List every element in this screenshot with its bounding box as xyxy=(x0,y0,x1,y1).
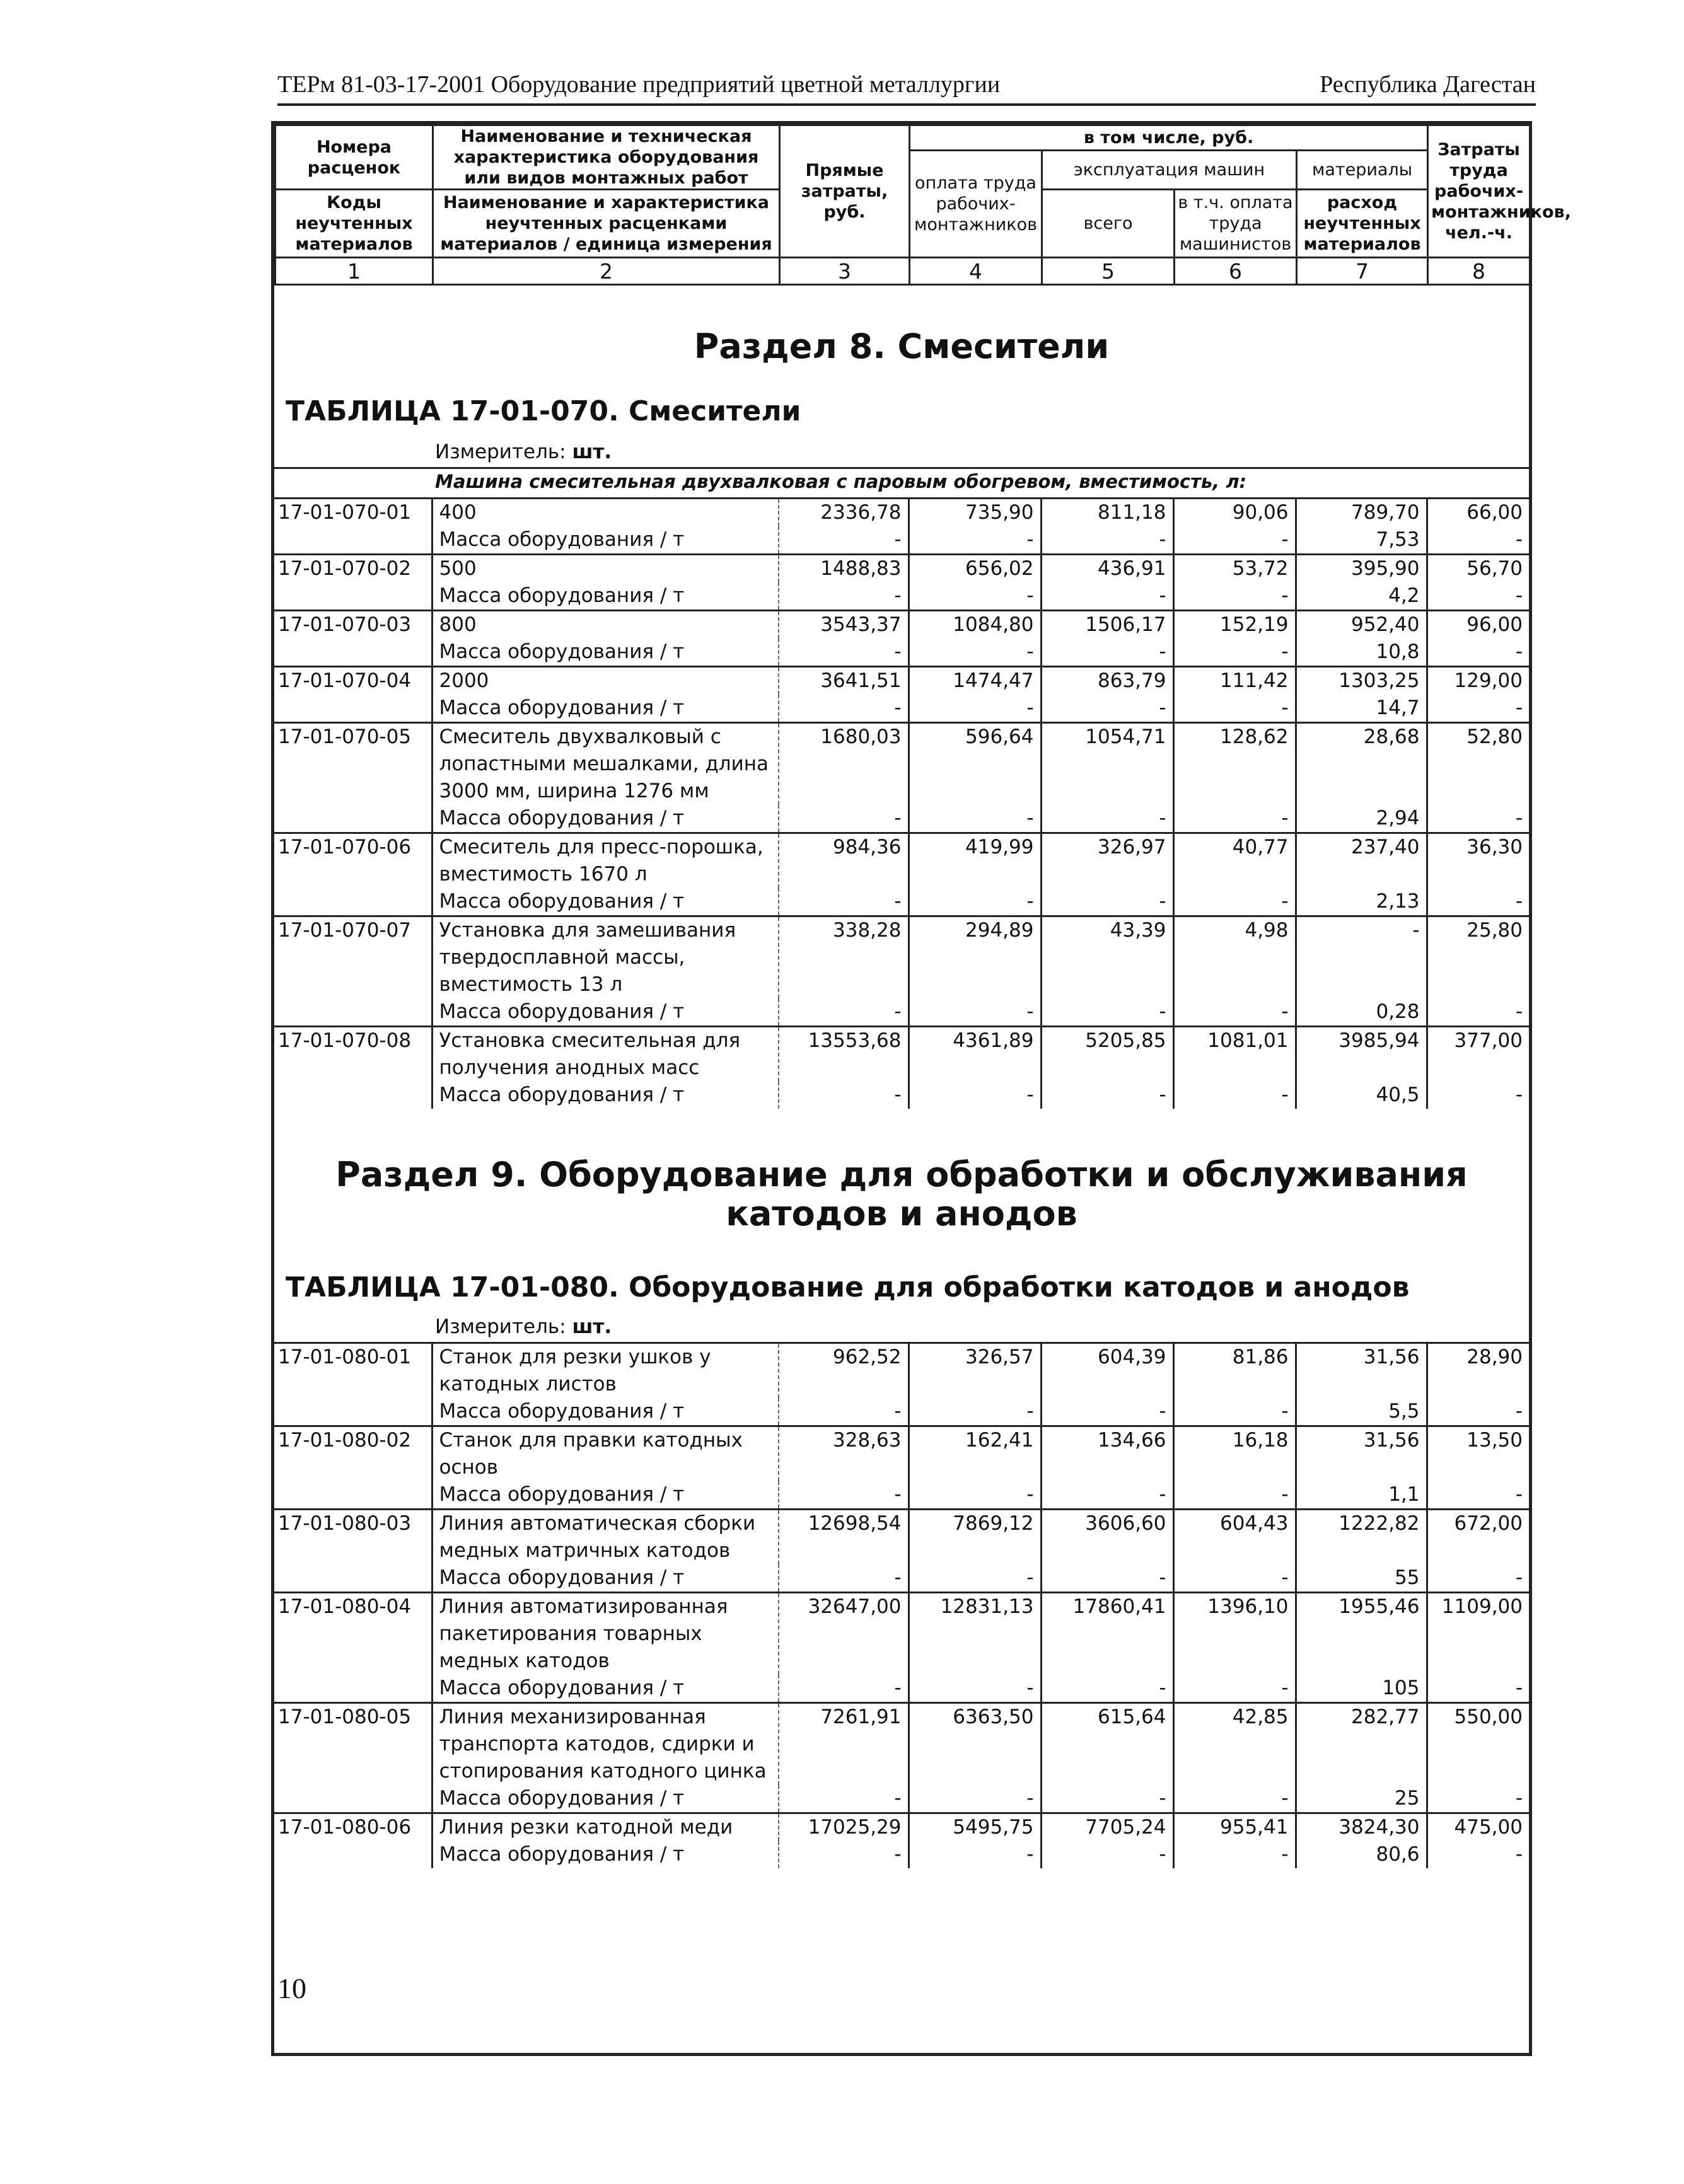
rate-code: 17-01-070-01 xyxy=(274,499,432,527)
mass-label: Масса оборудования / т xyxy=(432,998,779,1027)
value-direct-costs: 2336,78 xyxy=(779,499,909,527)
equipment-mass: 10,8 xyxy=(1296,638,1427,667)
rate-name: Установка смесительная для получения анодных масс xyxy=(432,1027,779,1082)
rate-name: 2000 xyxy=(432,667,779,695)
value-wages: 419,99 xyxy=(909,833,1041,889)
dash-operator-wages: - xyxy=(1173,1785,1296,1813)
material-code xyxy=(274,998,432,1027)
col-head-machine-operation: эксплуатация машин xyxy=(1042,151,1297,190)
dash-machines-total: - xyxy=(1041,1082,1173,1109)
table-row xyxy=(274,833,1529,889)
col-num-1: 1 xyxy=(276,258,433,285)
table-row xyxy=(274,1343,1529,1399)
rate-code: 17-01-080-01 xyxy=(274,1343,432,1399)
mass-label: Масса оборудования / т xyxy=(432,805,779,833)
value-direct-costs: 3543,37 xyxy=(779,611,909,639)
table-row xyxy=(274,499,1529,527)
value-direct-costs: 1680,03 xyxy=(779,723,909,806)
equipment-mass: 2,13 xyxy=(1296,888,1427,916)
rate-name: Смеситель для пресс-порошка, вместимость 1670 л xyxy=(432,833,779,889)
dash-labor: - xyxy=(1515,1677,1523,1699)
value-wages: 162,41 xyxy=(909,1426,1041,1482)
mass-label: Масса оборудования / т xyxy=(432,1785,779,1813)
section-8-rule xyxy=(274,467,1529,469)
rate-code: 17-01-070-03 xyxy=(274,611,432,639)
mass-label: Масса оборудования / т xyxy=(432,1398,779,1426)
value-materials: 789,70 xyxy=(1296,499,1427,527)
dash-labor: - xyxy=(1515,1483,1523,1506)
value-labor: 66,00 xyxy=(1427,499,1529,527)
dash-direct-costs: - xyxy=(779,1785,909,1813)
dash-wages: - xyxy=(909,1481,1041,1510)
mass-row xyxy=(274,1841,1529,1868)
page-header xyxy=(277,68,1536,106)
mass-row xyxy=(274,1398,1529,1426)
page-number: 10 xyxy=(277,1972,306,2004)
column-header xyxy=(274,124,1571,286)
dash-labor: - xyxy=(1515,1566,1523,1589)
col-head-direct-costs: Прямые затраты, руб. xyxy=(780,125,910,258)
table-body xyxy=(274,499,1529,1109)
dash-wages: - xyxy=(909,695,1041,723)
value-materials: 3985,94 xyxy=(1296,1027,1427,1082)
value-machines-total: 604,39 xyxy=(1041,1343,1173,1399)
value-operator-wages: 40,77 xyxy=(1173,833,1296,889)
rate-name: Станок для резки ушков у катодных листов xyxy=(432,1343,779,1399)
value-wages: 1084,80 xyxy=(909,611,1041,639)
equipment-mass: 0,28 xyxy=(1296,998,1427,1027)
material-code xyxy=(274,1082,432,1109)
dash-labor: - xyxy=(1515,1400,1523,1423)
table-17-01-070-title: ТАБЛИЦА 17-01-070. Смесители xyxy=(286,395,801,427)
rate-name: Смеситель двухвалковый с лопастными мешалками, длина 3000 мм, ширина 1276 мм xyxy=(432,723,779,806)
material-code xyxy=(274,1675,432,1703)
col-head-labor-text: Затраты труда рабочих-монтажников, xyxy=(1431,140,1571,222)
mass-row xyxy=(274,805,1529,833)
value-materials: 952,40 xyxy=(1296,611,1427,639)
rate-code: 17-01-070-06 xyxy=(274,833,432,889)
value-machines-total: 436,91 xyxy=(1041,555,1173,583)
value-materials: 282,77 xyxy=(1296,1703,1427,1786)
material-code xyxy=(274,1785,432,1813)
equipment-mass: 40,5 xyxy=(1296,1082,1427,1109)
dash-wages: - xyxy=(909,1785,1041,1813)
dash-wages: - xyxy=(909,1675,1041,1703)
dash-wages: - xyxy=(909,998,1041,1027)
value-direct-costs: 962,52 xyxy=(779,1343,909,1399)
section-9-title-line-2: катодов и анодов xyxy=(726,1194,1077,1234)
equipment-mass: 7,53 xyxy=(1296,526,1427,555)
material-code xyxy=(274,888,432,916)
dash-direct-costs: - xyxy=(779,1481,909,1510)
table-row xyxy=(274,1510,1529,1565)
value-wages: 6363,50 xyxy=(909,1703,1041,1786)
dash-machines-total: - xyxy=(1041,1398,1173,1426)
col-head-operator-wages: в т.ч. оплата труда машинистов xyxy=(1175,190,1297,258)
col-num-6: 6 xyxy=(1175,258,1297,285)
dash-labor: - xyxy=(1515,1843,1523,1866)
equipment-mass: 105 xyxy=(1296,1675,1427,1703)
mass-label: Масса оборудования / т xyxy=(432,888,779,916)
col-head-wages: оплата труда рабочих-монтажников xyxy=(910,151,1042,258)
mass-row xyxy=(274,1564,1529,1593)
value-wages: 735,90 xyxy=(909,499,1041,527)
table-row xyxy=(274,1426,1529,1482)
col-head-machines-total: всего xyxy=(1042,190,1175,258)
rate-code: 17-01-080-06 xyxy=(274,1813,432,1842)
value-operator-wages: 128,62 xyxy=(1173,723,1296,806)
dash-direct-costs: - xyxy=(779,1398,909,1426)
rate-name: 800 xyxy=(432,611,779,639)
value-machines-total: 5205,85 xyxy=(1041,1027,1173,1082)
value-operator-wages: 604,43 xyxy=(1173,1510,1296,1565)
mass-label: Масса оборудования / т xyxy=(432,526,779,555)
table-row xyxy=(274,1813,1529,1842)
value-machines-total: 1506,17 xyxy=(1041,611,1173,639)
rate-name: 500 xyxy=(432,555,779,583)
section-9-measure xyxy=(435,1315,612,1338)
mass-row xyxy=(274,1675,1529,1703)
value-direct-costs: 1488,83 xyxy=(779,555,909,583)
value-direct-costs: 13553,68 xyxy=(779,1027,909,1082)
rate-name: Установка для замешивания твердосплавной массы, вместимость 13 л xyxy=(432,916,779,999)
dash-direct-costs: - xyxy=(779,582,909,611)
value-wages: 656,02 xyxy=(909,555,1041,583)
dash-wages: - xyxy=(909,888,1041,916)
value-wages: 326,57 xyxy=(909,1343,1041,1399)
value-labor: 672,00 xyxy=(1427,1510,1529,1565)
dash-labor: - xyxy=(1515,1000,1523,1023)
dash-machines-total: - xyxy=(1041,1785,1173,1813)
rate-name: Станок для правки катодных основ xyxy=(432,1426,779,1482)
value-operator-wages: 152,19 xyxy=(1173,611,1296,639)
value-materials: 31,56 xyxy=(1296,1426,1427,1482)
dash-labor: - xyxy=(1515,1083,1523,1106)
dash-machines-total: - xyxy=(1041,1481,1173,1510)
value-materials: 28,68 xyxy=(1296,723,1427,806)
dash-operator-wages: - xyxy=(1173,1564,1296,1593)
value-materials: 31,56 xyxy=(1296,1343,1427,1399)
dash-labor: - xyxy=(1515,890,1523,913)
col-num-7: 7 xyxy=(1297,258,1428,285)
dash-direct-costs: - xyxy=(779,888,909,916)
value-materials: 1303,25 xyxy=(1296,667,1427,695)
col-head-including: в том числе, руб. xyxy=(910,125,1428,151)
dash-direct-costs: - xyxy=(779,1564,909,1593)
dash-wages: - xyxy=(909,1398,1041,1426)
value-operator-wages: 16,18 xyxy=(1173,1426,1296,1482)
material-code xyxy=(274,695,432,723)
value-materials: 1222,82 xyxy=(1296,1510,1427,1565)
dash-operator-wages: - xyxy=(1173,582,1296,611)
mass-label: Масса оборудования / т xyxy=(432,638,779,667)
table-17-01-080-rows xyxy=(274,1342,1529,1868)
mass-label: Масса оборудования / т xyxy=(432,582,779,611)
rate-code: 17-01-080-05 xyxy=(274,1703,432,1786)
value-direct-costs: 328,63 xyxy=(779,1426,909,1482)
value-materials: 237,40 xyxy=(1296,833,1427,889)
value-materials: 3824,30 xyxy=(1296,1813,1427,1842)
col-head-rate-numbers: Номера расценок xyxy=(276,125,433,190)
rate-code: 17-01-080-02 xyxy=(274,1426,432,1482)
dash-direct-costs: - xyxy=(779,1841,909,1868)
dash-operator-wages: - xyxy=(1173,998,1296,1027)
table-row xyxy=(274,555,1529,583)
value-wages: 12831,13 xyxy=(909,1593,1041,1675)
dash-operator-wages: - xyxy=(1173,1398,1296,1426)
value-direct-costs: 32647,00 xyxy=(779,1593,909,1675)
rate-code: 17-01-080-03 xyxy=(274,1510,432,1565)
rate-code: 17-01-070-02 xyxy=(274,555,432,583)
value-materials: - xyxy=(1296,916,1427,999)
value-machines-total: 615,64 xyxy=(1041,1703,1173,1786)
col-head-material-codes: Коды неучтенных материалов xyxy=(276,190,433,258)
rate-name: 400 xyxy=(432,499,779,527)
value-wages: 7869,12 xyxy=(909,1510,1041,1565)
col-head-material-names: Наименование и характеристика неучтенных расценками материалов / единица измерения xyxy=(433,190,780,258)
dash-machines-total: - xyxy=(1041,695,1173,723)
equipment-mass: 25 xyxy=(1296,1785,1427,1813)
table-row xyxy=(274,1027,1529,1082)
value-labor: 96,00 xyxy=(1427,611,1529,639)
equipment-mass: 80,6 xyxy=(1296,1841,1427,1868)
mass-label: Масса оборудования / т xyxy=(432,1841,779,1868)
dash-labor: - xyxy=(1515,640,1523,663)
section-8-measure xyxy=(435,441,612,463)
dash-machines-total: - xyxy=(1041,888,1173,916)
dash-machines-total: - xyxy=(1041,638,1173,667)
dash-wages: - xyxy=(909,1082,1041,1109)
value-operator-wages: 42,85 xyxy=(1173,1703,1296,1786)
table-17-01-080-title: ТАБЛИЦА 17-01-080. Оборудование для обработки катодов и анодов xyxy=(286,1271,1410,1303)
dash-operator-wages: - xyxy=(1173,805,1296,833)
col-num-8: 8 xyxy=(1428,258,1530,285)
value-operator-wages: 4,98 xyxy=(1173,916,1296,999)
value-machines-total: 811,18 xyxy=(1041,499,1173,527)
section-9-title-line-1: Раздел 9. Оборудование для обработки и обслуживания xyxy=(335,1155,1468,1194)
dash-labor: - xyxy=(1515,696,1523,719)
rate-code: 17-01-070-04 xyxy=(274,667,432,695)
value-labor: 25,80 xyxy=(1427,916,1529,999)
dash-labor: - xyxy=(1515,528,1523,551)
mass-row xyxy=(274,888,1529,916)
table-row xyxy=(274,1593,1529,1675)
material-code xyxy=(274,638,432,667)
value-machines-total: 134,66 xyxy=(1041,1426,1173,1482)
material-code xyxy=(274,1398,432,1426)
dash-wages: - xyxy=(909,526,1041,555)
rate-name: Линия автоматическая сборки медных матричных катодов xyxy=(432,1510,779,1565)
dash-wages: - xyxy=(909,1841,1041,1868)
dash-direct-costs: - xyxy=(779,638,909,667)
value-materials: 395,90 xyxy=(1296,555,1427,583)
measure-unit: шт. xyxy=(572,441,612,463)
mass-row xyxy=(274,526,1529,555)
value-wages: 596,64 xyxy=(909,723,1041,806)
dash-direct-costs: - xyxy=(779,998,909,1027)
material-code xyxy=(274,1481,432,1510)
col-head-material-consumption: расход неучтенных материалов xyxy=(1297,190,1428,258)
col-num-5: 5 xyxy=(1042,258,1175,285)
value-wages: 4361,89 xyxy=(909,1027,1041,1082)
value-labor: 36,30 xyxy=(1427,833,1529,889)
table-row xyxy=(274,916,1529,999)
dash-operator-wages: - xyxy=(1173,1481,1296,1510)
value-wages: 5495,75 xyxy=(909,1813,1041,1842)
dash-labor: - xyxy=(1515,807,1523,829)
rate-code: 17-01-070-05 xyxy=(274,723,432,806)
col-num-4: 4 xyxy=(910,258,1042,285)
dash-wages: - xyxy=(909,582,1041,611)
value-machines-total: 7705,24 xyxy=(1041,1813,1173,1842)
measure-unit: шт. xyxy=(572,1315,612,1338)
mass-row xyxy=(274,1481,1529,1510)
mass-row xyxy=(274,998,1529,1027)
value-machines-total: 17860,41 xyxy=(1041,1593,1173,1675)
value-direct-costs: 17025,29 xyxy=(779,1813,909,1842)
mass-row xyxy=(274,1082,1529,1109)
table-17-01-070-rows xyxy=(274,497,1529,1109)
col-head-labor xyxy=(1428,125,1571,258)
col-num-3: 3 xyxy=(780,258,910,285)
value-operator-wages: 1081,01 xyxy=(1173,1027,1296,1082)
dash-direct-costs: - xyxy=(779,1675,909,1703)
dash-labor: - xyxy=(1515,584,1523,607)
material-code xyxy=(274,805,432,833)
equipment-mass: 4,2 xyxy=(1296,582,1427,611)
dash-direct-costs: - xyxy=(779,1082,909,1109)
value-labor: 1109,00 xyxy=(1427,1593,1529,1675)
equipment-mass: 55 xyxy=(1296,1564,1427,1593)
measure-label: Измеритель: xyxy=(435,441,566,463)
dash-wages: - xyxy=(909,1564,1041,1593)
value-machines-total: 863,79 xyxy=(1041,667,1173,695)
mass-label: Масса оборудования / т xyxy=(432,1564,779,1593)
col-head-name: Наименование и техническая характеристика оборудования или видов монтажных работ xyxy=(433,125,780,190)
dash-operator-wages: - xyxy=(1173,888,1296,916)
value-machines-total: 3606,60 xyxy=(1041,1510,1173,1565)
dash-direct-costs: - xyxy=(779,805,909,833)
dash-operator-wages: - xyxy=(1173,695,1296,723)
value-operator-wages: 81,86 xyxy=(1173,1343,1296,1399)
rate-code: 17-01-080-04 xyxy=(274,1593,432,1675)
mass-row xyxy=(274,695,1529,723)
value-labor: 28,90 xyxy=(1427,1343,1529,1399)
rates-table-frame xyxy=(271,121,1571,2056)
dash-wages: - xyxy=(909,805,1041,833)
dash-machines-total: - xyxy=(1041,805,1173,833)
dash-machines-total: - xyxy=(1041,1841,1173,1868)
section-8-title: Раздел 8. Смесители xyxy=(694,326,1110,366)
dash-operator-wages: - xyxy=(1173,526,1296,555)
dash-machines-total: - xyxy=(1041,1564,1173,1593)
rate-name: Линия автоматизированная пакетирования товарных медных катодов xyxy=(432,1593,779,1675)
mass-label: Масса оборудования / т xyxy=(432,1481,779,1510)
equipment-mass: 1,1 xyxy=(1296,1481,1427,1510)
header-region: Республика Дагестан xyxy=(1320,71,1536,98)
value-operator-wages: 1396,10 xyxy=(1173,1593,1296,1675)
value-direct-costs: 7261,91 xyxy=(779,1703,909,1786)
value-labor: 129,00 xyxy=(1427,667,1529,695)
value-operator-wages: 90,06 xyxy=(1173,499,1296,527)
value-direct-costs: 3641,51 xyxy=(779,667,909,695)
equipment-mass: 14,7 xyxy=(1296,695,1427,723)
dash-machines-total: - xyxy=(1041,526,1173,555)
dash-operator-wages: - xyxy=(1173,1082,1296,1109)
col-head-materials: материалы xyxy=(1297,151,1428,190)
dash-machines-total: - xyxy=(1041,998,1173,1027)
table-row xyxy=(274,723,1529,806)
value-direct-costs: 12698,54 xyxy=(779,1510,909,1565)
dash-operator-wages: - xyxy=(1173,638,1296,667)
value-direct-costs: 338,28 xyxy=(779,916,909,999)
mass-row xyxy=(274,582,1529,611)
rate-name: Линия резки катодной меди xyxy=(432,1813,779,1842)
dash-direct-costs: - xyxy=(779,695,909,723)
value-labor: 13,50 xyxy=(1427,1426,1529,1482)
header-document-title: ТЕРм 81-03-17-2001 Оборудование предприятий цветной металлургии xyxy=(277,71,1001,98)
table-row xyxy=(274,611,1529,639)
material-code xyxy=(274,1841,432,1868)
rate-code: 17-01-070-08 xyxy=(274,1027,432,1082)
value-direct-costs: 984,36 xyxy=(779,833,909,889)
mass-row xyxy=(274,638,1529,667)
measure-label: Измеритель: xyxy=(435,1315,566,1338)
value-machines-total: 43,39 xyxy=(1041,916,1173,999)
material-code xyxy=(274,526,432,555)
table-row xyxy=(274,1703,1529,1786)
mass-label: Масса оборудования / т xyxy=(432,1082,779,1109)
mass-label: Масса оборудования / т xyxy=(432,695,779,723)
value-machines-total: 326,97 xyxy=(1041,833,1173,889)
value-wages: 1474,47 xyxy=(909,667,1041,695)
value-operator-wages: 53,72 xyxy=(1173,555,1296,583)
equipment-mass: 5,5 xyxy=(1296,1398,1427,1426)
section-8-subtitle: Машина смесительная двухвалковая с паровым обогревом, вместимость, л: xyxy=(435,471,1247,492)
dash-operator-wages: - xyxy=(1173,1841,1296,1868)
rate-name: Линия механизированная транспорта катодов, сдирки и стопирования катодного цинка xyxy=(432,1703,779,1786)
dash-machines-total: - xyxy=(1041,1675,1173,1703)
dash-machines-total: - xyxy=(1041,582,1173,611)
value-labor: 52,80 xyxy=(1427,723,1529,806)
dash-operator-wages: - xyxy=(1173,1675,1296,1703)
table-body xyxy=(274,1343,1529,1869)
equipment-mass: 2,94 xyxy=(1296,805,1427,833)
material-code xyxy=(274,1564,432,1593)
mass-row xyxy=(274,1785,1529,1813)
dash-wages: - xyxy=(909,638,1041,667)
value-materials: 1955,46 xyxy=(1296,1593,1427,1675)
table-row xyxy=(274,667,1529,695)
col-head-labor-unit: чел.-ч. xyxy=(1445,223,1513,243)
dash-direct-costs: - xyxy=(779,526,909,555)
value-labor: 377,00 xyxy=(1427,1027,1529,1082)
rate-code: 17-01-070-07 xyxy=(274,916,432,999)
value-labor: 56,70 xyxy=(1427,555,1529,583)
value-labor: 550,00 xyxy=(1427,1703,1529,1786)
value-machines-total: 1054,71 xyxy=(1041,723,1173,806)
section-9-title xyxy=(274,1155,1529,1234)
col-num-2: 2 xyxy=(433,258,780,285)
value-operator-wages: 111,42 xyxy=(1173,667,1296,695)
material-code xyxy=(274,582,432,611)
value-operator-wages: 955,41 xyxy=(1173,1813,1296,1842)
value-labor: 475,00 xyxy=(1427,1813,1529,1842)
mass-label: Масса оборудования / т xyxy=(432,1675,779,1703)
dash-labor: - xyxy=(1515,1787,1523,1810)
value-wages: 294,89 xyxy=(909,916,1041,999)
